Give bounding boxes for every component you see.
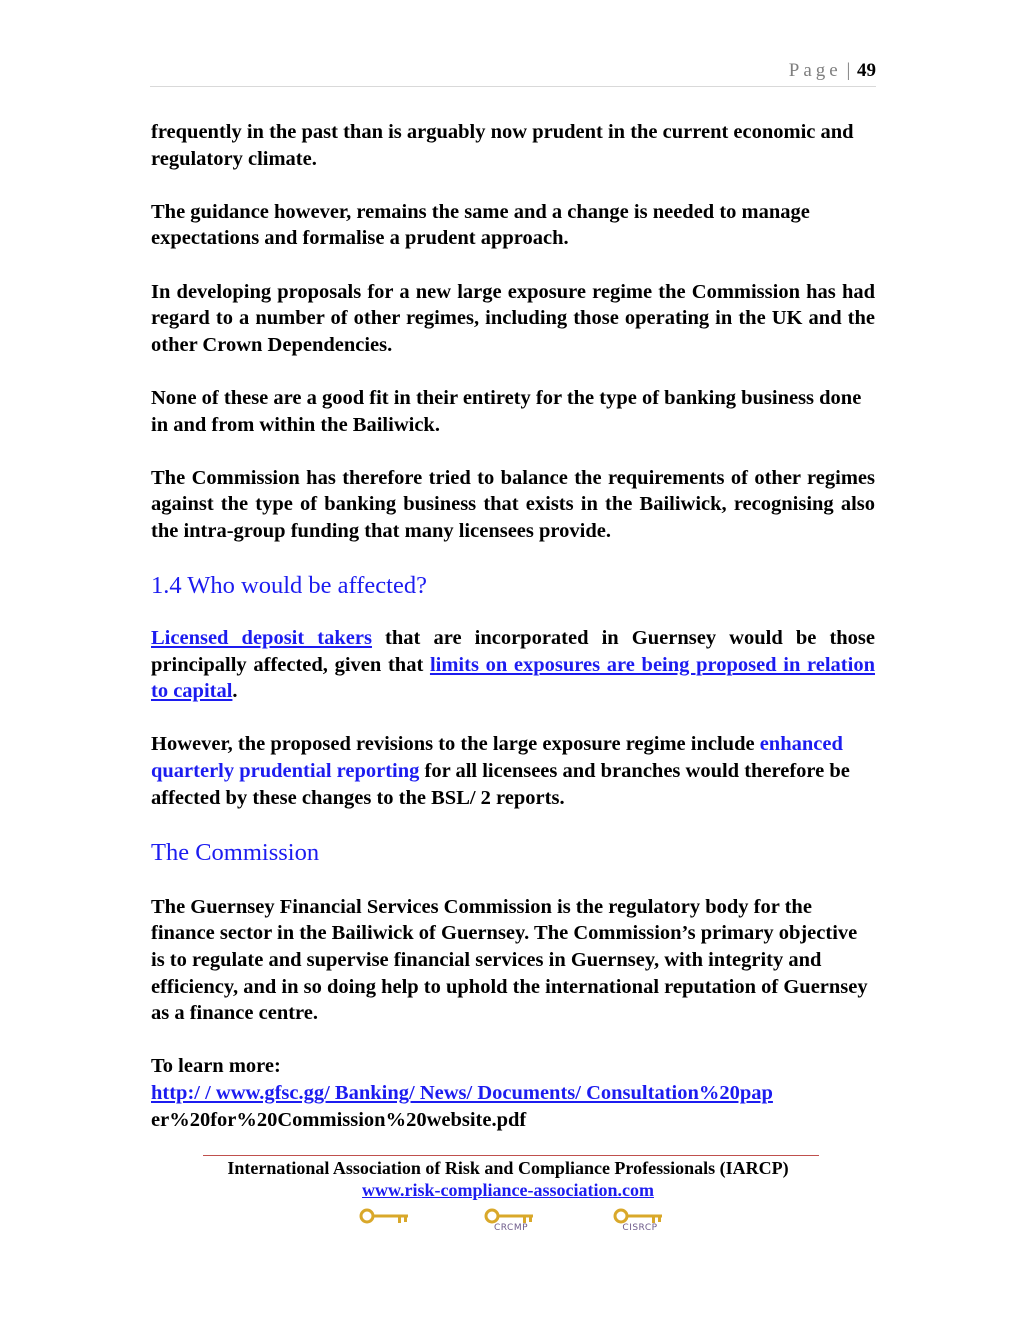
logo-label: CRCMP bbox=[493, 1223, 529, 1233]
paragraph: In developing proposals for a new large exposure regime the Commission has had regard to a number of other regimes, including those operating in the UK and the other Crown Dependencies. bbox=[151, 280, 875, 356]
main-content bbox=[151, 119, 875, 1133]
paragraph-commission-body: The Guernsey Financial Services Commission is the regulatory body for the finance sector in the Bailiwick of Guernsey. The Commission’s primary objective is to regulate and supervise financial services in Guernsey, with integrity and efficiency, and in so doing help to uphold the international reputation of Guernsey as a finance centre. bbox=[151, 895, 868, 1025]
learn-more-label: To learn more: bbox=[151, 1055, 281, 1078]
paragraph-text: for all licensees and branches would therefore be affected by these changes to the BSL/ 2 reports. bbox=[151, 760, 850, 809]
paragraph-proposed-revisions bbox=[151, 731, 875, 811]
limits-on-exposures-link[interactable]: limits on exposures are being proposed in relation to capital bbox=[151, 653, 875, 703]
consultation-url-continuation: er%20for%20Commission%20website.pdf bbox=[151, 1108, 527, 1131]
paragraph-text: that are incorporated in Guernsey would be those principally affected, given that bbox=[151, 627, 875, 676]
learn-more-block bbox=[151, 1053, 875, 1133]
paragraph-text: . bbox=[232, 680, 238, 703]
highlighted-term: enhanced quarterly prudential reporting bbox=[151, 733, 843, 783]
section-heading-affected: 1.4 Who would be affected? bbox=[151, 572, 427, 600]
website-link[interactable]: www.risk-compliance-association.com bbox=[362, 1180, 654, 1200]
licensed-deposit-takers-link[interactable]: Licensed deposit takers bbox=[151, 627, 372, 650]
footer-logos bbox=[0, 1208, 1024, 1240]
page-label: Page bbox=[788, 60, 842, 81]
page-header bbox=[150, 60, 876, 82]
logo-label: CISRCP bbox=[622, 1223, 658, 1233]
paragraph-affected-parties bbox=[151, 625, 875, 705]
paragraph: frequently in the past than is arguably now prudent in the current economic and regulatory climate. bbox=[151, 121, 854, 170]
header-divider bbox=[150, 86, 876, 87]
paragraph: None of these are a good fit in their entirety for the type of banking business done in and from within the Bailiwick. bbox=[151, 386, 862, 436]
page-number: 49 bbox=[857, 60, 876, 81]
footer-website bbox=[150, 1180, 866, 1201]
footer-organization: International Association of Risk and Compliance Professionals (IARCP) bbox=[227, 1158, 789, 1178]
consultation-url-link[interactable]: http:/ / www.gfsc.gg/ Banking/ News/ Documents/ Consultation%20pap bbox=[151, 1082, 773, 1104]
cisrcp-logo bbox=[612, 1208, 668, 1238]
crcmp-logo bbox=[483, 1208, 539, 1238]
page-separator: | bbox=[846, 60, 851, 81]
paragraph-text: However, the proposed revisions to the large exposure regime include bbox=[151, 733, 760, 756]
footer-divider bbox=[203, 1155, 819, 1156]
section-heading-commission: The Commission bbox=[151, 838, 320, 866]
paragraph: The Commission has therefore tried to balance the requirements of other regimes against the type of banking business that exists in the Bailiwick, recognising also the intra-group funding that many licensees provide. bbox=[151, 466, 875, 542]
key-icon bbox=[358, 1208, 414, 1226]
paragraph: The guidance however, remains the same and a change is needed to manage expectations and formalise a prudent approach. bbox=[151, 200, 810, 250]
association-key-logo bbox=[358, 1208, 414, 1238]
